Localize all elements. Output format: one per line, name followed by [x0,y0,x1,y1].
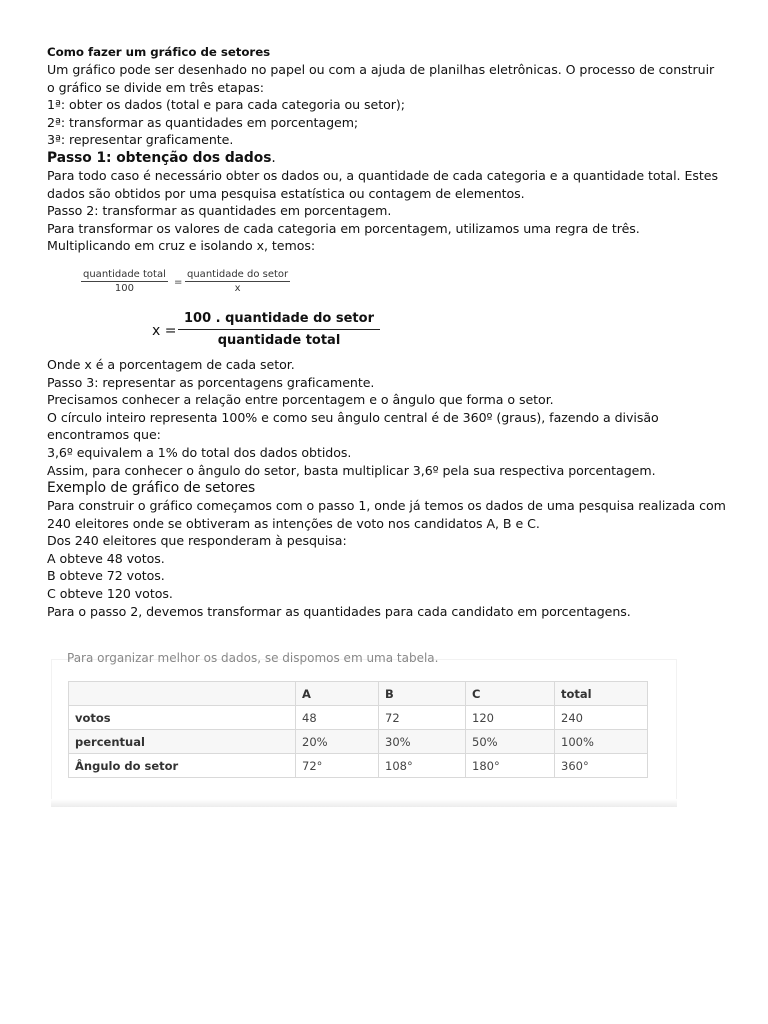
exemplo-line: Dos 240 eleitores que responderam à pesquisa: [47,533,347,549]
table-row [69,730,648,754]
solved-fraction [178,311,380,348]
passo1-heading-end: . [271,149,276,166]
fraction-left-denominator: 100 [114,282,134,294]
after-formula-section [47,356,727,479]
passo1-line: dados são obtidos por uma pesquisa estatística ou contagem de elementos. [47,185,525,201]
exemplo-line: C obteve 120 votos. [47,586,173,602]
passo1-heading [47,149,727,167]
passo1-line: Para transformar os valores de cada categoria em porcentagem, utilizamos uma regra de três. [47,220,640,236]
equals-sign: = [174,276,183,288]
solved-numerator: 100 . quantidade do setor [178,311,380,330]
table-cell: 360° [555,754,648,778]
proportion-formula [81,269,311,301]
table-row [69,754,648,778]
body-line: Onde x é a porcentagem de cada setor. [47,356,295,372]
fraction-left-numerator: quantidade total [83,268,166,280]
table-header-cell: total [555,682,648,706]
fraction-right-denominator: x [234,282,241,294]
intro-line: 2ª: transformar as quantidades em porcentagem; [47,114,359,130]
body-line: encontramos que: [47,427,161,443]
exemplo-line: 240 eleitores onde se obtiveram as intenções de voto nos candidatos A, B e C. [47,515,540,531]
table-header-cell [69,682,296,706]
passo1-line: Para todo caso é necessário obter os dados ou, a quantidade de cada categoria e a quantidade total. Estes [47,167,718,183]
table-header-row [69,682,648,706]
passo1-line: Multiplicando em cruz e isolando x, temos: [47,238,316,254]
body-line: Precisamos conhecer a relação entre porcentagem e o ângulo que forma o setor. [47,392,554,408]
fraction-left [81,269,168,294]
body-line: Assim, para conhecer o ângulo do setor, basta multiplicar 3,6º pela sua respectiva porcentagem. [47,462,656,478]
intro-line: o gráfico se divide em três etapas: [47,79,265,95]
body-line: O círculo inteiro representa 100% e como seu ângulo central é de 360º (graus), fazendo a divisão [47,409,659,425]
passo1-heading-bold: Passo 1: obtenção dos dados [47,149,272,166]
table-cell: 180° [466,754,555,778]
intro-line: Um gráfico pode ser desenhado no papel ou com a ajuda de planilhas eletrônicas. O processo de construir [47,62,715,77]
exemplo-line: B obteve 72 votos. [47,568,165,584]
table-row-label: percentual [69,730,296,754]
fraction-right-numerator: quantidade do setor [187,268,289,280]
exemplo-heading: Exemplo de gráfico de setores [47,480,256,497]
votes-table [68,681,648,778]
exemplo-line: Para construir o gráfico começamos com o passo 1, onde já temos os dados de uma pesquisa realizada com [47,498,726,514]
table-row-label: Ângulo do setor [69,754,296,778]
table-cell: 72 [379,706,466,730]
fraction-right [185,269,290,294]
exemplo-section [47,497,727,620]
table-cell: 100% [555,730,648,754]
table-caption-cut: Para organizar melhor os dados, se dispomos em uma tabela. [67,651,439,665]
intro-line: 3ª: representar graficamente. [47,132,234,148]
exemplo-line: A obteve 48 votos. [47,550,165,566]
table-row [69,706,648,730]
table-row-label: votos [69,706,296,730]
solved-formula [140,307,380,359]
solved-denominator: quantidade total [217,332,341,348]
body-line: 3,6º equivalem a 1% do total dos dados obtidos. [47,444,352,460]
table-cell: 240 [555,706,648,730]
body-line: Passo 3: representar as porcentagens graficamente. [47,374,375,390]
table-cell: 48 [296,706,379,730]
table-cell: 30% [379,730,466,754]
intro-line: 1ª: obter os dados (total e para cada categoria ou setor); [47,97,405,113]
document-page [47,42,727,620]
table-cell: 108° [379,754,466,778]
formula-lhs: x = [152,322,177,339]
table-cell: 20% [296,730,379,754]
table-cell: 50% [466,730,555,754]
table-header-cell: B [379,682,466,706]
document-title: Como fazer um gráfico de setores [47,45,271,59]
table-cell: 120 [466,706,555,730]
table-header-cell: A [296,682,379,706]
votes-table-image [51,651,677,807]
intro-section [47,61,727,149]
table-cell: 72° [296,754,379,778]
table-header-cell: C [466,682,555,706]
passo1-line: Passo 2: transformar as quantidades em porcentagem. [47,203,392,219]
exemplo-line: Para o passo 2, devemos transformar as quantidades para cada candidato em porcentagens. [47,603,631,619]
passo1-section [47,167,727,255]
image-shadow [51,799,677,807]
